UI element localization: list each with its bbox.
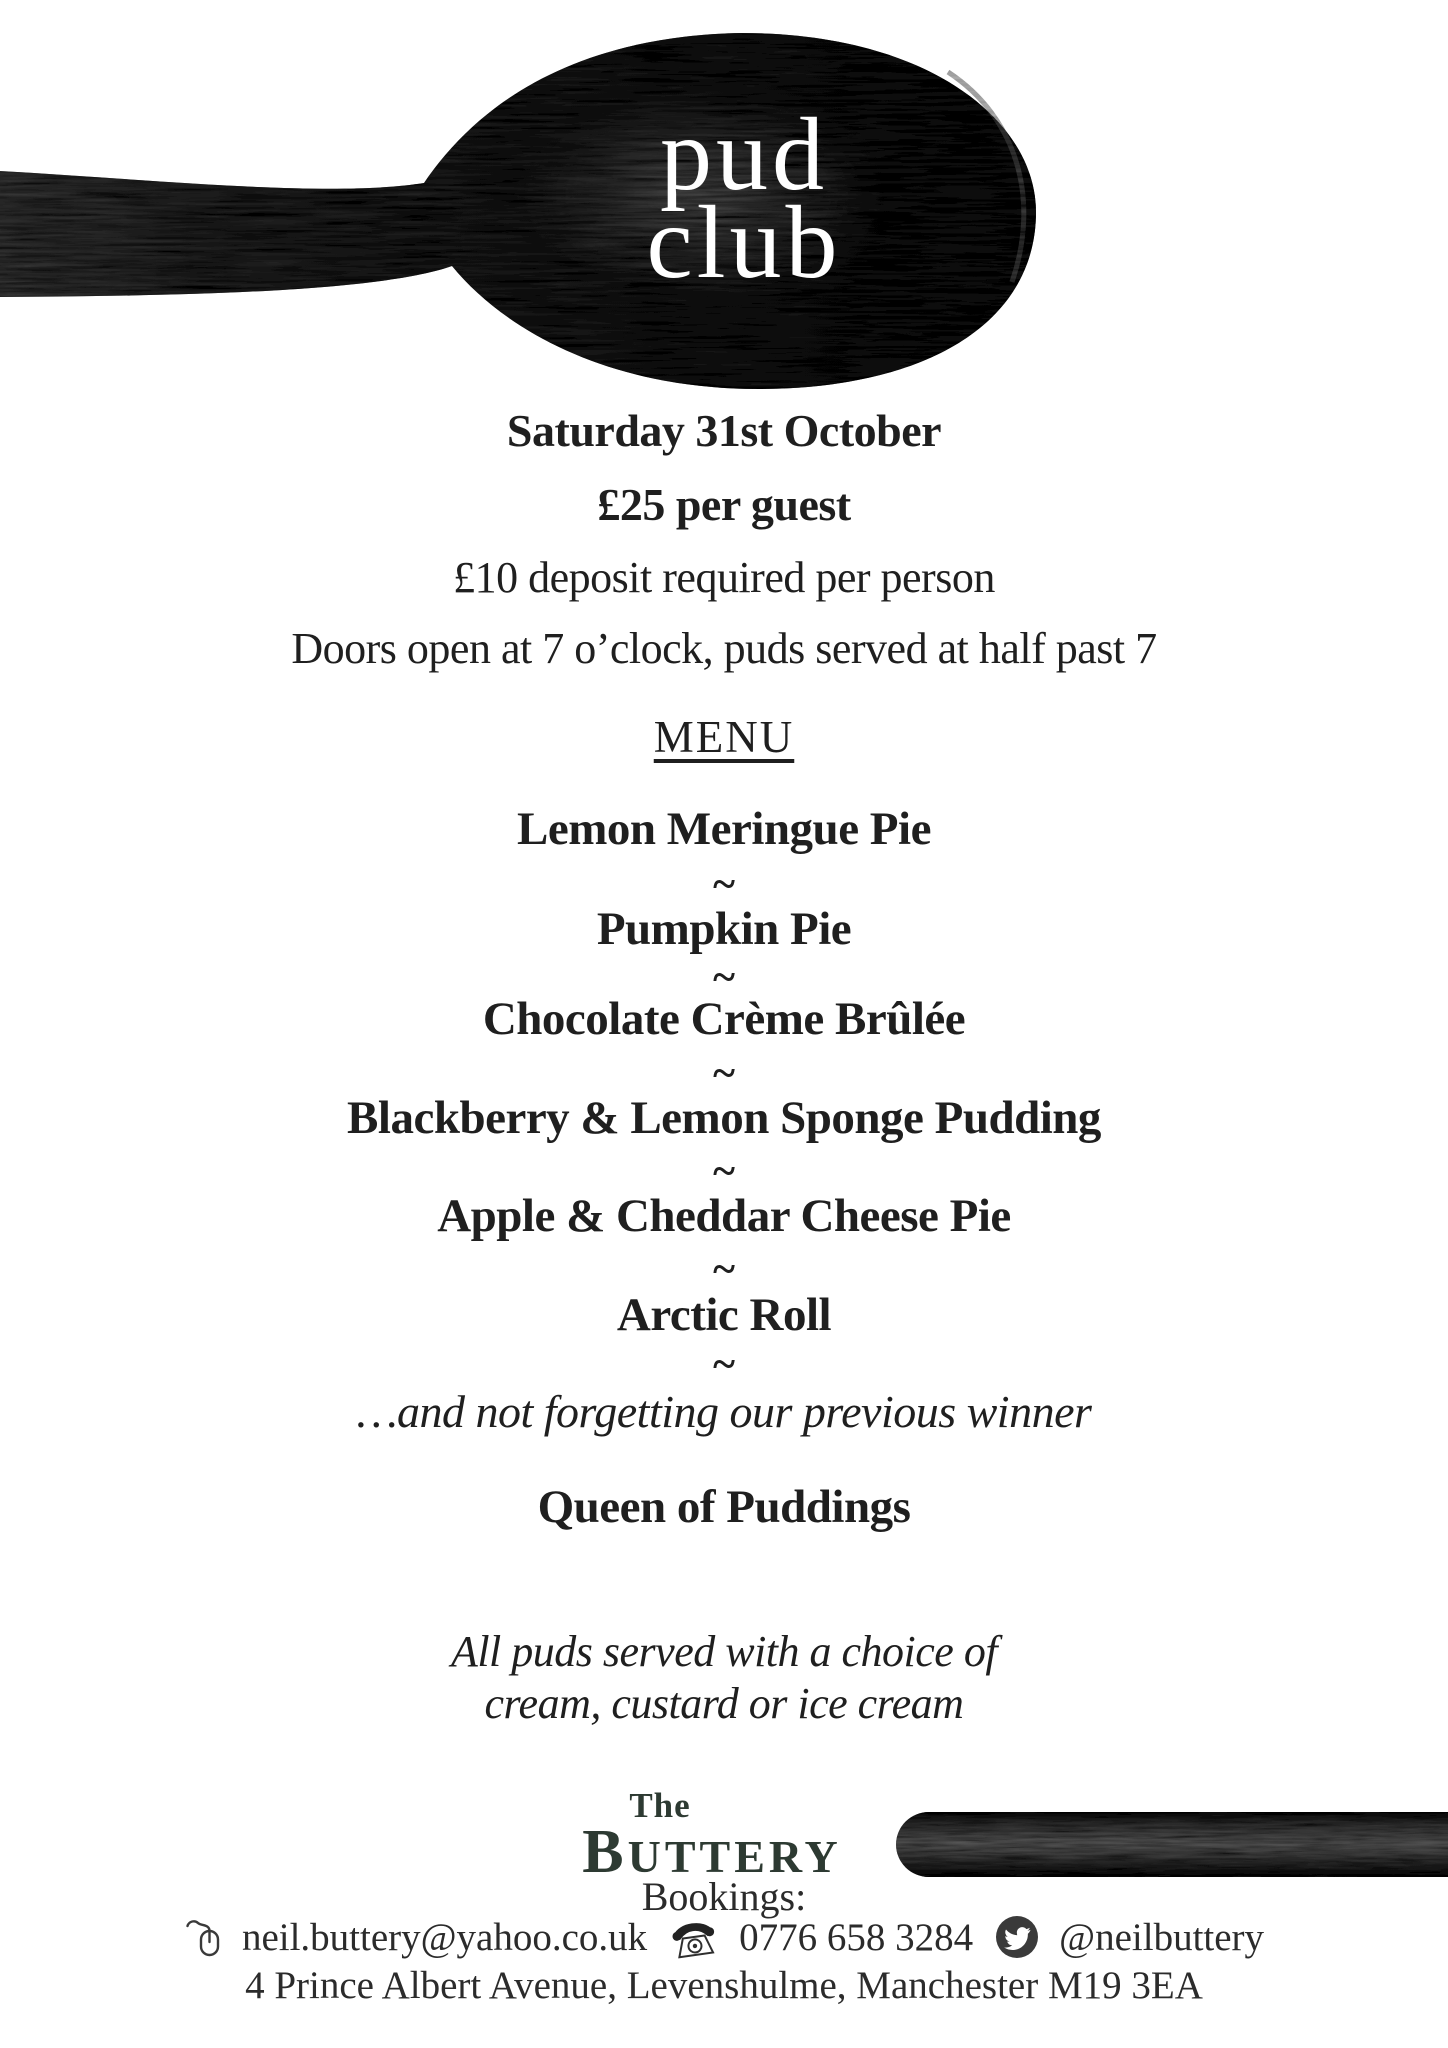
twitter-handle-text: @neilbuttery (1059, 1915, 1265, 1959)
previous-winner-item: Queen of Puddings (537, 1481, 911, 1533)
event-deposit-note: £10 deposit required per person (453, 553, 995, 602)
serving-note-line2: cream, custard or ice cream (484, 1679, 964, 1728)
address-text: 4 Prince Albert Avenue, Levenshulme, Manchester M19 3EA (245, 1964, 1203, 2007)
menu-item: Lemon Meringue Pie (517, 803, 931, 855)
menu-separator: ~ (713, 1342, 735, 1388)
serving-note-line1: All puds served with a choice of (450, 1627, 998, 1676)
menu-item: Chocolate Crème Brûlée (482, 993, 966, 1045)
buttery-logo-initial: B (582, 1818, 628, 1886)
phone-text: 0776 658 3284 (739, 1915, 974, 1959)
menu-separator: ~ (713, 1149, 735, 1195)
menu-separator: ~ (713, 1051, 735, 1097)
rotary-phone-icon (669, 1915, 719, 1959)
bookings-label: Bookings: (641, 1874, 807, 1919)
previous-winner-note: …and not forgetting our previous winner (356, 1386, 1092, 1437)
buttery-logo-the: The (629, 1786, 691, 1825)
menu-item: Pumpkin Pie (596, 903, 852, 955)
pud-club-logo-line1: pud (660, 97, 828, 212)
pud-club-logo (634, 97, 854, 300)
menu-item: Arctic Roll (616, 1289, 832, 1341)
twitter-bird-icon (995, 1915, 1039, 1959)
twitter-group (995, 1915, 1264, 1959)
menu-separator: ~ (713, 955, 735, 1001)
pud-club-logo-line2: club (646, 184, 842, 300)
contact-row (0, 1915, 1448, 1959)
menu-separator: ~ (713, 1247, 735, 1293)
spoon-handle-image (894, 1810, 1448, 1880)
phone-group (669, 1915, 973, 1959)
event-doors-info: Doors open at 7 o’clock, puds served at half past 7 (291, 624, 1157, 673)
event-price: £25 per guest (597, 479, 851, 530)
menu-item: Blackberry & Lemon Sponge Pudding (347, 1092, 1101, 1144)
email-text: neil.buttery@yahoo.co.uk (241, 1915, 648, 1959)
menu-heading: MENU (653, 712, 795, 762)
computer-mouse-icon (184, 1917, 222, 1957)
buttery-logo-rest: UTTERY (627, 1831, 842, 1882)
event-date: Saturday 31st October (506, 405, 942, 456)
menu-item: Apple & Cheddar Cheese Pie (437, 1190, 1011, 1242)
email-group (184, 1917, 647, 1957)
menu-separator: ~ (713, 862, 735, 908)
